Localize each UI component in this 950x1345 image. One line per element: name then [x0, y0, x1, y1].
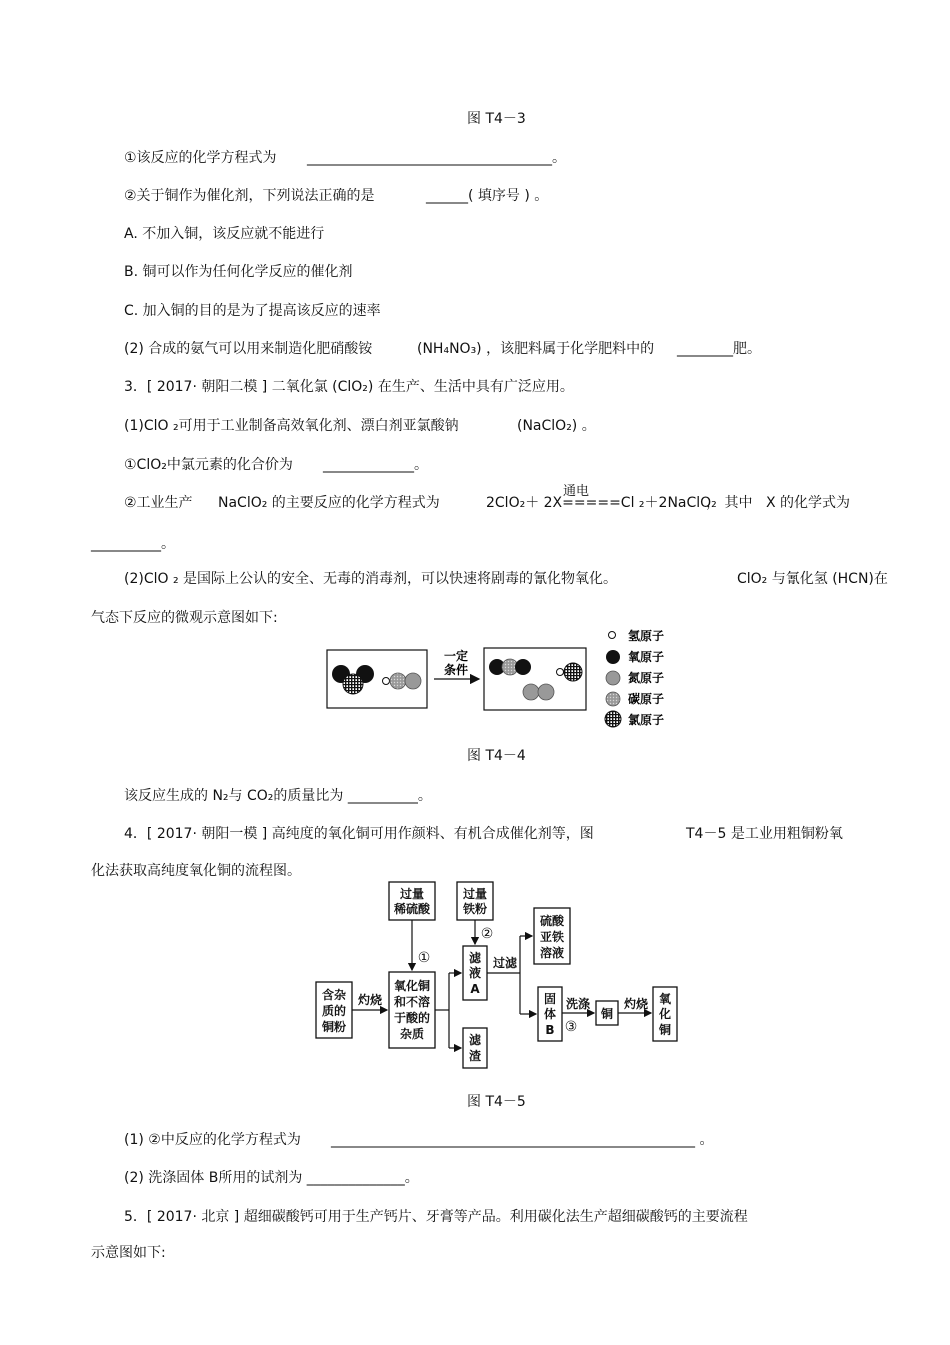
q5-heading-b: 示意图如下:: [91, 1245, 166, 1261]
mix-label-3: 于酸的: [393, 1011, 431, 1025]
acid-label-1: 过量: [399, 887, 425, 901]
acid-label-2: 稀硫酸: [393, 902, 431, 916]
filtrate-label-3: A: [470, 982, 480, 996]
step-3-marker: ③: [564, 1019, 578, 1035]
equation-condition: 通电: [563, 484, 590, 499]
burn-label-2: 灼烧: [623, 997, 649, 1011]
feso4-label-2: 亚铁: [539, 930, 565, 944]
feso4-label-1: 硫酸: [539, 914, 565, 928]
q2-part-2: (2) 合成的氨气可以用来制造化肥硝酸铵: [124, 341, 373, 357]
legend-hydrogen-label: 氢原子: [628, 629, 665, 643]
q3-part-2-a: (2)ClO ₂ 是国际上公认的安全、无毒的消毒剂，可以快速将剧毒的氰化物氧化。: [124, 571, 618, 587]
cuo-label-3: 铜: [658, 1023, 672, 1037]
arrow-label-bottom: 条件: [443, 663, 469, 677]
option-a: A. 不加入铜，该反应就不能进行: [124, 226, 325, 242]
step-1-marker: ①: [417, 950, 431, 966]
figure-caption-t4-4: 图 T4－4: [467, 748, 526, 764]
q4-part-1-blank: ____________________________________________________ 。: [331, 1132, 714, 1148]
residue-label-1: 滤: [468, 1033, 482, 1047]
q3-part-1: (1)ClO ₂可用于工业制备高效氧化剂、漂白剂亚氯酸钠: [124, 418, 459, 434]
wash-label: 洗涤: [565, 997, 591, 1011]
mix-label-4: 杂质: [399, 1027, 425, 1041]
residue-label-2: 渣: [468, 1049, 482, 1063]
iron-label-1: 过量: [462, 887, 488, 901]
figure-caption-t4-3: 图 T4－3: [467, 111, 526, 127]
filter-label: 过滤: [492, 956, 518, 970]
step-2-marker: ②: [480, 926, 494, 942]
chemical-equation: 2ClO₂＋ 2X=====Cl ₂＋2NaClO₂: [486, 495, 717, 511]
figure-caption-t4-5: 图 T4－5: [467, 1094, 526, 1110]
mix-label-2: 和不溶: [393, 995, 431, 1009]
q2-part-2-blank: ________肥。: [677, 341, 761, 357]
q3-ratio-question: 该反应生成的 N₂与 CO₂的质量比为 __________。: [124, 788, 432, 804]
raw-label-2: 质的: [321, 1004, 347, 1018]
solid-label-1: 固: [543, 992, 557, 1006]
q3-heading: 3．[ 2017· 朝阳二模 ] 二氧化氯 (ClO₂) 在生产、生活中具有广泛应用。: [124, 379, 574, 395]
q2-part-2-formula: (NH₄NO₃) ，该肥料属于化学肥料中的: [417, 341, 655, 357]
q3-part-1-item-2-a: ②工业生产: [124, 495, 193, 511]
q3-part-2-c: 气态下反应的微观示意图如下:: [91, 610, 278, 626]
burn-label-1: 灼烧: [357, 993, 383, 1007]
filtrate-label-2: 液: [468, 966, 482, 980]
legend-nitrogen-label: 氮原子: [628, 671, 665, 685]
arrow-label-top: 一定: [443, 649, 469, 663]
q4-heading-a: 4．[ 2017· 朝阳一模 ] 高纯度的氧化铜可用作颜料、有机合成催化剂等，图: [124, 826, 594, 842]
copper-label: 铜: [600, 1007, 614, 1021]
q4-heading-c: 化法获取高纯度氧化铜的流程图。: [91, 863, 301, 879]
legend-carbon-label: 碳原子: [628, 692, 665, 706]
raw-label-1: 含杂: [321, 988, 347, 1002]
q2-item-2-blank: ______( 填序号 ) 。: [426, 188, 549, 204]
q3-part-1-item-2-d: X 的化学式为: [766, 495, 851, 511]
filtrate-label-1: 滤: [468, 951, 482, 965]
option-b: B. 铜可以作为任何化学反应的催化剂: [124, 264, 353, 280]
q3-part-1-item-2-blank: __________。: [91, 536, 175, 552]
solid-label-3: B: [545, 1023, 555, 1037]
feso4-label-3: 溶液: [539, 946, 565, 960]
solid-label-2: 体: [543, 1007, 557, 1021]
legend-chlorine-label: 氯原子: [628, 713, 665, 727]
cuo-label-2: 化: [658, 1007, 672, 1021]
q4-part-2: (2) 洗涤固体 B所用的试剂为 ______________。: [124, 1170, 419, 1186]
q3-part-1-item-1: ①ClO₂中氯元素的化合价为: [124, 457, 293, 473]
cuo-label-1: 氧: [658, 992, 672, 1006]
mix-label-1: 氧化铜: [393, 979, 431, 993]
q5-heading-a: 5．[ 2017· 北京 ] 超细碳酸钙可用于生产钙片、牙膏等产品。利用碳化法生产超细碳酸钙的主要流程: [124, 1209, 748, 1225]
q2-item-2: ②关于铜作为催化剂，下列说法正确的是: [124, 188, 375, 204]
q3-part-1-formula: (NaClO₂) 。: [517, 418, 596, 434]
q2-item-1-blank: ___________________________________。: [307, 150, 566, 166]
q3-part-1-item-2-b: NaClO₂ 的主要反应的化学方程式为: [218, 495, 440, 511]
option-c: C. 加入铜的目的是为了提高该反应的速率: [124, 303, 381, 319]
raw-label-3: 铜粉: [321, 1020, 347, 1034]
q3-part-1-item-1-blank: _____________。: [323, 457, 428, 473]
q2-item-1: ①该反应的化学方程式为: [124, 150, 277, 166]
iron-label-2: 铁粉: [462, 902, 488, 916]
legend-oxygen-label: 氧原子: [628, 650, 665, 664]
q4-heading-b: T4－5 是工业用粗铜粉氧: [686, 826, 843, 842]
q4-part-1: (1) ②中反应的化学方程式为: [124, 1132, 301, 1148]
q3-part-2-b: ClO₂ 与氰化氢 (HCN)在: [737, 571, 888, 587]
q3-part-1-item-2-c: ， 其中: [706, 495, 753, 511]
